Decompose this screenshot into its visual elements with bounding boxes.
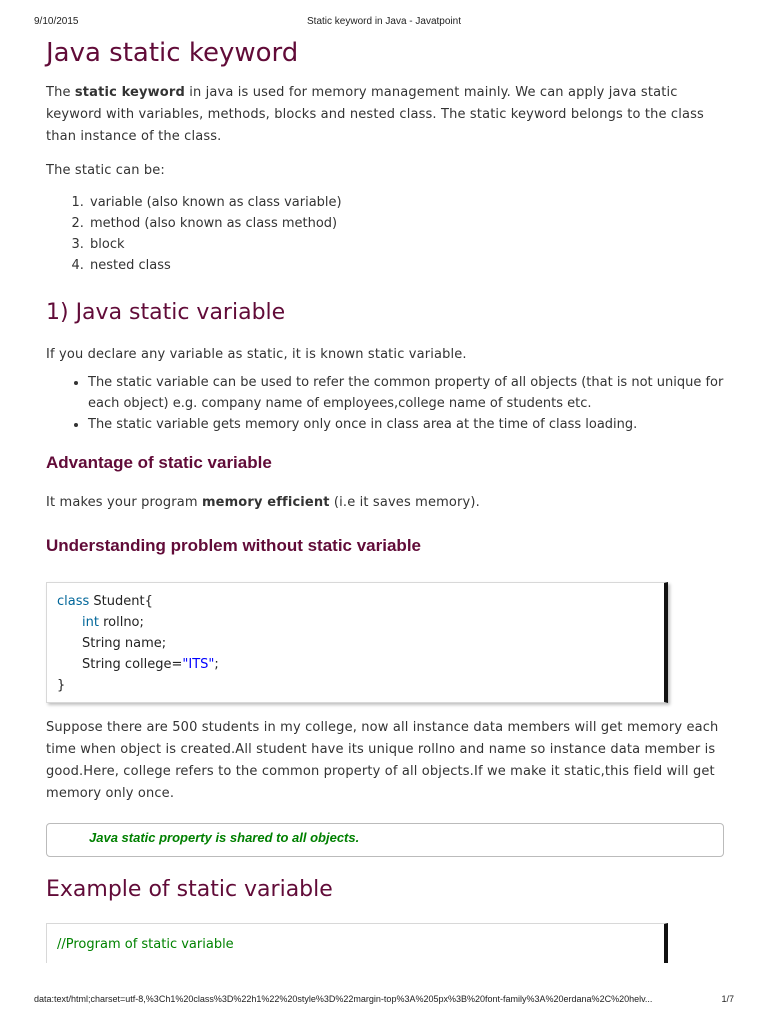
- list-item: • The static variable can be used to refer the common property of all objects (that is not unique for each object) e.g. company name of employees,college name of students etc.: [88, 372, 726, 414]
- advantage-paragraph: [46, 492, 726, 514]
- static-variable-lead: If you declare any variable as static, it is known static variable.: [46, 347, 467, 362]
- code-text: String college=: [82, 657, 183, 672]
- code-string: "ITS": [182, 657, 215, 672]
- code-line: }: [57, 678, 66, 693]
- advantage-title: Advantage of static variable: [46, 453, 272, 472]
- article: [46, 36, 726, 963]
- problem-title: Understanding problem without static variable: [46, 536, 421, 555]
- code-text: ;: [214, 657, 219, 672]
- code-line: [57, 654, 654, 675]
- page-counter: 1/7: [721, 994, 734, 1004]
- code-block-student: [46, 582, 668, 703]
- code-keyword: class: [57, 594, 90, 609]
- code-comment: //Program of static variable: [57, 937, 234, 952]
- print-date: 9/10/2015: [34, 16, 79, 27]
- code-block-example: [46, 923, 668, 963]
- print-url: data:text/html;charset=utf-8,%3Ch1%20class%3D%22h1%22%20style%3D%22margin-top%3A%205px%3B%20font-family%3A%20erdana%2C%20helv...: [34, 994, 653, 1004]
- static-uses-list: [46, 192, 726, 276]
- problem-explanation: Suppose there are 500 students in my college, now all instance data members will get memory each time when object is created.All student have its unique rollno and name so instance data member is good.Here, college refers to the common property of all objects.If we make it static,this field will get memory only once.: [46, 720, 719, 801]
- code-text: rollno;: [98, 615, 144, 630]
- page-title: Java static keyword: [46, 38, 299, 68]
- advantage-bold-term: memory efficient: [201, 495, 330, 510]
- intro-text-end: in java is used for memory management mainly. We can apply java static keyword with variables, methods, blocks and nested class. The static keyword belongs to the class than instance of the class.: [46, 85, 704, 144]
- advantage-text-end: (i.e it saves memory).: [329, 495, 480, 510]
- code-line: [57, 612, 654, 633]
- list-item: • The static variable gets memory only once in class area at the time of class loading.: [88, 414, 726, 435]
- example-title: Example of static variable: [46, 877, 333, 902]
- print-header: [0, 16, 768, 30]
- code-line: [57, 591, 654, 612]
- section-static-variable-title: 1) Java static variable: [46, 300, 286, 325]
- list-item: 1. variable (also known as class variable): [88, 192, 726, 213]
- code-line: String name;: [82, 636, 167, 651]
- intro-paragraph: [46, 82, 726, 148]
- intro-bold-term: static keyword: [74, 85, 185, 100]
- print-footer: [0, 994, 768, 1008]
- list-item: 4. nested class: [88, 255, 726, 276]
- list-item: 2. method (also known as class method): [88, 213, 726, 234]
- advantage-text-start: It makes your program: [46, 495, 202, 510]
- list-item: 3. block: [88, 234, 726, 255]
- intro-text-start: The: [46, 85, 75, 100]
- can-be-label: The static can be:: [46, 163, 165, 178]
- note-box: Java static property is shared to all objects.: [46, 823, 724, 857]
- static-variable-bullets: [46, 372, 726, 435]
- code-keyword: int: [82, 615, 99, 630]
- code-text: Student{: [89, 594, 153, 609]
- print-page-title: Static keyword in Java - Javatpoint: [307, 16, 461, 27]
